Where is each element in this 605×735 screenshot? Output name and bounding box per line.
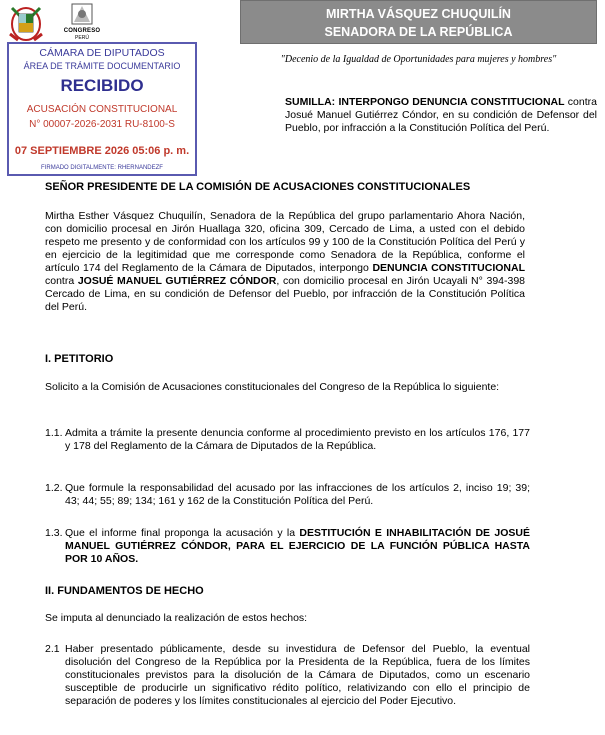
- senator-name: MIRTHA VÁSQUEZ CHUQUILÍN: [326, 7, 511, 21]
- intro-text-1: Mirtha Esther Vásquez Chuquilín, Senadora de la República del grupo parlamentario Ahora Nación, con domicilio procesal en Jirón Huallaga 320, oficina 309, Cercado de Lima, a usted con el debido respeto me presento y de conformidad con los artículos 99 y 100 de la Constitución Política del Perú y en ejercicio de la legitimidad que me corresponde como Senadora de la República, conforme el artículo 174 del Reglamento de la Cámara de Diputados, interpongo: [45, 210, 525, 274]
- item-text-bold: DESTITUCIÓN E INHABILITACIÓN DE JOSUÉ MANUEL GUTIÉRREZ CÓNDOR, PARA EL EJERCICIO DE LA FUNCIÓN PÚBLICA HASTA POR 10 AÑOS.: [65, 527, 530, 565]
- stamp-chamber: CÁMARA DE DIPUTADOS: [39, 47, 165, 59]
- reception-stamp: [7, 42, 197, 176]
- stamp-area: ÁREA DE TRÁMITE DOCUMENTARIO: [23, 61, 181, 71]
- congreso-logo-icon: [62, 0, 102, 30]
- item-number: 1.2.: [45, 482, 63, 494]
- item-number: 1.3.: [45, 527, 63, 539]
- section-1-lead: Solicito a la Comisión de Acusaciones constitucionales del Congreso de la República lo siguiente:: [45, 381, 500, 393]
- item-text: Admita a trámite la presente denuncia conforme al procedimiento previsto en los artículos 176, 177 y 178 del Reglamento de la Cámara de Diputados de la República.: [65, 427, 530, 452]
- sumilla-label: SUMILLA: INTERPONGO DENUNCIA CONSTITUCIONAL: [285, 96, 565, 108]
- item-text-plain: Que el informe final proponga la acusación y la: [65, 527, 300, 539]
- item-number: 1.1.: [45, 427, 63, 439]
- section-1-title: I. PETITORIO: [45, 353, 114, 365]
- section-2-title: II. FUNDAMENTOS DE HECHO: [45, 585, 204, 597]
- stamp-type: ACUSACIÓN CONSTITUCIONAL: [26, 104, 178, 115]
- senator-role: SENADORA DE LA REPÚBLICA: [324, 25, 513, 39]
- intro-text-2: contra: [45, 275, 78, 287]
- intro-paragraph: [45, 210, 525, 314]
- item-number: 2.1: [45, 643, 60, 655]
- peru-coat-of-arms-icon: [2, 0, 50, 44]
- stamp-datetime: 07 SEPTIEMBRE 2026 05:06 p. m.: [14, 145, 190, 157]
- stamp-received: RECIBIDO: [60, 76, 144, 95]
- peru-label: PERÚ: [75, 35, 89, 41]
- sumilla-text: contra Josué Manuel Gutiérrez Cóndor, en su condición de Defensor del Pueblo, por infracción a la Constitución Política del Perú.: [285, 96, 597, 134]
- decade-motto: "Decenio de la Igualdad de Oportunidades para mujeres y hombres": [280, 54, 557, 65]
- item-text: Haber presentado públicamente, desde su investidura de Defensor del Pueblo, la eventual disolución del Congreso de la República por la Presidenta de la República, fuera de los límites constitucionales previstos para la disolución de la Cámara de Diputados, como un escenario susceptible de producirle un significativo rédito político, relativizando con ello el principio de separación de poderes y los límites constitucionales al ejercicio del Poder Ejecutivo.: [65, 643, 530, 707]
- sumilla: [285, 96, 597, 135]
- stamp-number: N° 00007-2026-2031 RU-8100-S: [29, 119, 175, 130]
- intro-bold-2: JOSUÉ MANUEL GUTIÉRREZ CÓNDOR: [77, 275, 277, 287]
- stamp-signature: FIRMADO DIGITALMENTE: RHERNANDEZF: [41, 165, 163, 171]
- intro-bold-1: DENUNCIA CONSTITUCIONAL: [372, 262, 526, 274]
- intro-text-3: , con domicilio procesal en Jirón Ucayali N° 394-398 Cercado de Lima, en su condición de Defensor del Pueblo, por infracción de la Constitución Política del Perú.: [45, 275, 526, 313]
- senator-title-banner: [240, 0, 597, 44]
- item-text: [65, 527, 530, 566]
- addressee: SEÑOR PRESIDENTE DE LA COMISIÓN DE ACUSACIONES CONSTITUCIONALES: [45, 181, 471, 193]
- section-2-lead: Se imputa al denunciado la realización de estos hechos:: [45, 612, 308, 624]
- congreso-label: CONGRESO: [63, 28, 101, 34]
- item-text: Que formule la responsabilidad del acusado por las infracciones de los artículos 2, inciso 19; 39; 43; 44; 55; 89; 134; 161 y 162 de la Constitución Política del Perú.: [65, 482, 530, 507]
